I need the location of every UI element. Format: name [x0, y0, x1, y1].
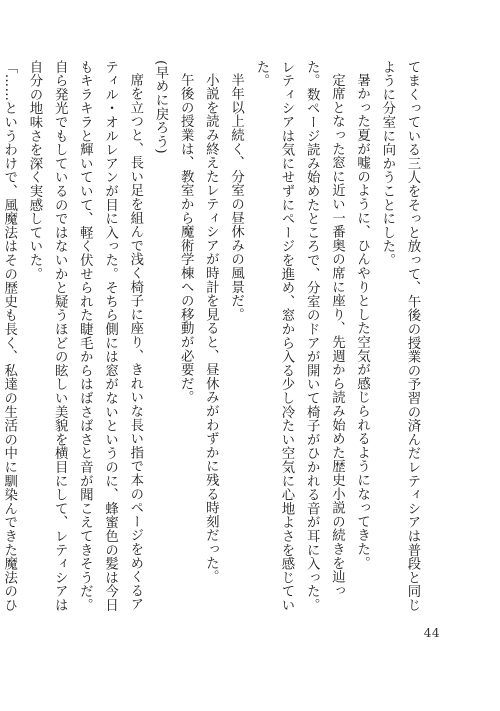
paragraph: (早めに戻ろう) — [152, 60, 168, 155]
paragraph: てまくっている三人をそっと放って、午後の授業の予習の済んだレティシアは普段と同じように分室に向かうことにした。 — [379, 60, 420, 612]
paragraph: 定席となった窓に近い一番奥の席に座り、先週から読み始めた歴史小説の続きを辿った。数ページ読み始めたところで、分室のドアが開いて椅子がひかれる音が耳に入った。レティシアは気にせずにページを進め、窓から入る少し冷たい空気に心地よさを感じていた。 — [253, 60, 345, 612]
page-number: 44 — [423, 626, 440, 640]
paragraph: 小説を読み終えたレティシアが時計を見ると、昼休みがわずかに残る時刻だった。 — [203, 73, 219, 584]
paragraph: 午後の授業は、教室から魔術学棟への移動が必要だ。 — [178, 73, 194, 405]
paragraph: 暑かった夏が嘘のように、ひんやりとした空気が感じられるようになってきた。 — [354, 73, 370, 571]
paragraph: 席を立つと、長い足を組んで浅く椅子に座り、きれいな長い指で本のページをめくるアティル・オルレアンが目に入った。そちら側には窓がないというのに、蜂蜜色の髪は今日もキラキラと輝いていて、軽く伏せられた睫毛からはばさばさと音が聞こえてきそうだ。自ら発光でもしているのではないかと疑うほどの眩しい美貌を横目にして、レティシアは自分の地味さを深く実感していた。 — [26, 60, 143, 612]
vertical-text-body — [1, 60, 425, 620]
paragraph: 「……というわけで、風魔法はその歴史も長く、私達の生活の中に馴染んできた魔法のひ — [1, 60, 17, 612]
paragraph: 半年以上続く、分室の昼休みの風景だ。 — [228, 73, 244, 322]
